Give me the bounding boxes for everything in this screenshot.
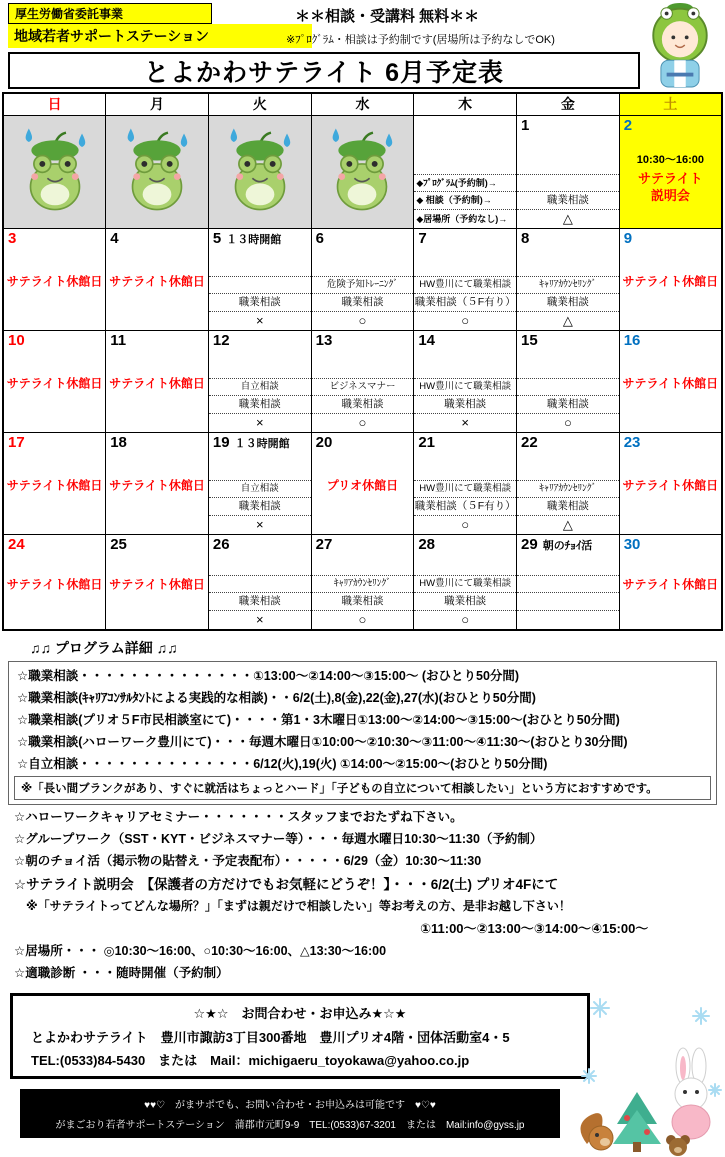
date-number: 4 [110, 229, 119, 247]
program-label: ｷｬﾘｱｶｳﾝｾﾘﾝｸﾞ [517, 480, 619, 497]
closed-day-label: サテライト休館日 [109, 478, 205, 493]
date-number: 30 [623, 535, 641, 553]
closed-day-label: サテライト休館日 [6, 376, 103, 391]
program-label: ｷｬﾘｱｶｳﾝｾﾘﾝｸﾞ [517, 276, 619, 293]
date-number: 7 [418, 229, 427, 247]
closed-day-label: プリオ休館日 [326, 478, 399, 493]
day-note: １３時開館 [234, 437, 290, 450]
attendance-mark: × [414, 413, 516, 432]
attendance-mark: ○ [414, 311, 516, 330]
day-cell-16 [619, 330, 722, 432]
day-note: １３時開館 [226, 233, 282, 246]
program-label [517, 174, 619, 191]
date-number: 5 [212, 229, 222, 247]
day-cell-9 [619, 228, 722, 330]
date-number: 22 [521, 433, 538, 451]
contact-heading: ☆★☆ お問合わせ・お申込み★☆★ [193, 1006, 407, 1021]
attendance-mark [517, 610, 619, 629]
day-cell-12 [208, 330, 311, 432]
rabbit-illustration [672, 1048, 710, 1139]
consult-label: 職業相談 [414, 592, 516, 610]
day-cell-24 [3, 534, 106, 630]
day-cell-5 [208, 228, 311, 330]
day-cell-22 [517, 432, 620, 534]
attendance-mark: × [209, 610, 311, 629]
date-number: 8 [521, 229, 530, 247]
date-number: 2 [623, 116, 633, 134]
date-number: 25 [110, 535, 127, 553]
consult-label: 職業相談 [312, 293, 414, 311]
seminar-time: 10:30～16:00 [636, 153, 704, 166]
day-cell-4 [106, 228, 209, 330]
program-label: 危険予知ﾄﾚｰﾆﾝｸﾞ [312, 276, 414, 293]
june-calendar [2, 92, 723, 631]
consult-label: 職業相談 [414, 395, 516, 413]
consult-label: 職業相談 [209, 592, 311, 610]
date-number: 16 [623, 331, 641, 349]
legend-program: ◆ﾌﾟﾛｸﾞﾗﾑ(予約制)→ [414, 174, 516, 191]
contact-box [10, 993, 590, 1079]
date-number: 21 [418, 433, 435, 451]
legend-cell [414, 115, 517, 228]
day-cell-26 [208, 534, 311, 630]
closed-day-label: サテライト休館日 [622, 478, 719, 493]
attendance-mark: △ [517, 209, 619, 228]
detail-note: ※「長い間ブランクがあり、すぐに就活はちょっとハード」「子どもの自立について相談したい」という方におすすめです。 [14, 776, 711, 800]
date-number: 11 [110, 331, 127, 349]
date-number: 20 [315, 433, 333, 451]
date-number: 18 [110, 433, 127, 451]
consult-label [517, 592, 619, 610]
day-cell-29 [517, 534, 620, 630]
contact-tel-mail: TEL:(0533)84-5430 または Mail：michigaeru_toyokawa@yahoo.co.jp [31, 1053, 470, 1068]
program-label [517, 575, 619, 592]
seminar-note: ※「サテライトってどんな場所？」「まずは親だけで相談したい」等お考えの方、是非お越し下さい！ [26, 899, 571, 913]
detail-line: ☆ハローワークキャリアセミナー・・・・・・・スタッフまでおたずね下さい。 [14, 810, 463, 824]
date-number: 14 [418, 331, 435, 349]
attendance-mark: ○ [312, 413, 414, 432]
dow-wednesday: 水 [311, 93, 414, 115]
program-label: HW豊川にて職業相談 [414, 480, 516, 497]
date-number: 15 [521, 331, 538, 349]
day-cell-1 [517, 115, 620, 228]
date-number: 12 [212, 331, 230, 349]
dow-thursday: 木 [414, 93, 517, 115]
page-header [0, 0, 725, 92]
day-cell-14 [414, 330, 517, 432]
gamagori-line1: ♥♥♡ がまサポでも、お問い合わせ・お申込みは可能です ♥♡♥ [144, 1100, 436, 1111]
station-label: 地域若者サポートステーション [8, 24, 312, 48]
frog-illustration [222, 125, 298, 213]
empty-day-cell [208, 115, 311, 228]
program-label: HW豊川にて職業相談 [414, 378, 516, 395]
day-cell-23 [619, 432, 722, 534]
program-details-section [8, 635, 717, 983]
details-box [8, 661, 717, 805]
program-label: ビジネスマナー [312, 378, 414, 395]
attendance-mark: △ [517, 311, 619, 330]
attendance-mark: △ [517, 515, 619, 534]
day-cell-18 [106, 432, 209, 534]
date-number: 23 [623, 433, 641, 451]
detail-line: ☆朝のチョイ活（掲示物の貼替え・予定表配布）・・・・・6/29（金）10:30～11:30 [14, 854, 482, 868]
day-cell-10 [3, 330, 106, 432]
date-number: 19 [212, 433, 230, 451]
consult-label: 職業相談（５F有り） [414, 293, 516, 311]
consult-label: 職業相談 [517, 191, 619, 209]
day-cell-8 [517, 228, 620, 330]
page-title: とよかわサテライト 6月予定表 [8, 52, 640, 89]
reserve-notice: ※ﾌﾟﾛｸﾞﾗﾑ・相談は予約制です(居場所は予約なしでOK) [286, 34, 555, 46]
attendance-mark: ○ [414, 610, 516, 629]
empty-day-cell [311, 115, 414, 228]
frog-illustration [324, 125, 400, 213]
attendance-mark: × [209, 515, 311, 534]
detail-line: ☆職業相談(ｷｬﾘｱｺﾝｻﾙﾀﾝﾄによる実践的な相談)・・6/2(土),8(金),22(金),27(水)(おひとり50分間) [17, 691, 536, 705]
consult-label: 職業相談 [517, 293, 619, 311]
day-cell-6 [311, 228, 414, 330]
day-cell-7 [414, 228, 517, 330]
closed-day-label: サテライト休館日 [622, 274, 719, 289]
date-number: 3 [8, 229, 17, 247]
squirrel-illustration [580, 1113, 613, 1150]
date-number: 17 [8, 433, 25, 451]
date-number: 13 [315, 331, 333, 349]
date-number: 26 [212, 535, 230, 553]
dow-sunday: 日 [3, 93, 106, 115]
program-label: HW豊川にて職業相談 [414, 276, 516, 293]
day-cell-28 [414, 534, 517, 630]
consult-label: 職業相談 [209, 293, 311, 311]
frog-boy-mascot [638, 0, 722, 90]
place-detail-line: ☆居場所・・・ ◎10:30～16:00、○10:30～16:00、△13:30～16:00 [14, 944, 387, 958]
detail-line: ☆職業相談・・・・・・・・・・・・・・①13:00～②14:00～③15:00～ (おひとり50分間) [17, 669, 520, 683]
attendance-mark: ○ [312, 610, 414, 629]
attendance-mark: × [209, 311, 311, 330]
attendance-mark: × [209, 413, 311, 432]
frog-illustration [119, 125, 195, 213]
closed-day-label: サテライト休館日 [622, 577, 719, 592]
frog-illustration [17, 125, 93, 213]
legend-consult: ◆ 相談（予約制)→ [414, 191, 516, 209]
day-cell-25 [106, 534, 209, 630]
date-number: 29 [521, 535, 538, 553]
bear-illustration [666, 1135, 690, 1156]
day-cell-27 [311, 534, 414, 630]
closed-day-label: サテライト休館日 [6, 478, 103, 493]
attendance-mark: ○ [312, 311, 414, 330]
dow-tuesday: 火 [208, 93, 311, 115]
closed-day-label: サテライト休館日 [109, 376, 205, 391]
date-number: 10 [8, 331, 25, 349]
consult-label: 職業相談 [312, 592, 414, 610]
date-number: 9 [623, 229, 633, 247]
closed-day-label: サテライト休館日 [6, 274, 103, 289]
attendance-mark: ○ [414, 515, 516, 534]
day-cell-11 [106, 330, 209, 432]
day-cell-13 [311, 330, 414, 432]
detail-line: ☆自立相談・・・・・・・・・・・・・・6/12(火),19(火) ①14:00～②15:00～(おひとり50分間) [17, 757, 548, 771]
detail-line: ☆職業相談(プリオ５F市民相談室にて)・・・・第1・3木曜日①13:00～②14:00～③15:00～(おひとり50分間) [17, 713, 620, 727]
detail-line: ☆職業相談(ハローワーク豊川にて)・・・毎週木曜日①10:00～②10:30～③11:00～④11:30～(おひとり30分間) [17, 735, 628, 749]
free-notice: ＊＊相談・受講料 無料＊＊ [295, 8, 480, 25]
program-label: 自立相談 [209, 378, 311, 395]
contact-address: とよかわサテライト 豊川市諏訪3丁目300番地 豊川プリオ4階・団体活動室4・5 [31, 1030, 510, 1045]
date-number: 24 [8, 535, 25, 553]
day-cell-2 [619, 115, 722, 228]
program-label: HW豊川にて職業相談 [414, 575, 516, 592]
gamagori-strip [20, 1089, 560, 1138]
day-cell-21 [414, 432, 517, 534]
consult-label: 職業相談 [517, 395, 619, 413]
details-heading: ♫♫ プログラム詳細 ♫♫ [30, 640, 178, 656]
winter-animals-illustration [575, 992, 725, 1157]
ministry-label: 厚生労働省委託事業 [8, 3, 212, 24]
program-label [209, 575, 311, 592]
day-cell-3 [3, 228, 106, 330]
aptitude-detail-line: ☆適職診断 ・・・随時開催（予約制） [14, 966, 229, 980]
detail-line: ☆グループワーク（SST・KYT・ビジネスマナー等）・・・毎週水曜日10:30～11:30（予約制） [14, 832, 543, 846]
dow-friday: 金 [517, 93, 620, 115]
program-label: 自立相談 [209, 480, 311, 497]
gamagori-line2: がまごおり若者サポートステーション 蒲郡市元町9-9 TEL:(0533)67-3201 または Mail:info@gyss.jp [55, 1120, 525, 1131]
date-number: 1 [521, 116, 530, 134]
consult-label: 職業相談（５F有り） [414, 497, 516, 515]
consult-label: 職業相談 [209, 497, 311, 515]
day-cell-20 [311, 432, 414, 534]
seminar-times: ①11:00～②13:00～③14:00～④15:00～ [420, 921, 649, 936]
program-label [209, 276, 311, 293]
consult-label: 職業相談 [209, 395, 311, 413]
closed-day-label: サテライト休館日 [622, 376, 719, 391]
tree-illustration [613, 1092, 661, 1152]
closed-day-label: サテライト休館日 [109, 577, 205, 592]
consult-label: 職業相談 [312, 395, 414, 413]
day-cell-17 [3, 432, 106, 534]
closed-day-label: サテライト休館日 [6, 577, 103, 592]
program-label [517, 378, 619, 395]
date-number: 6 [315, 229, 324, 247]
seminar-detail-line: ☆サテライト説明会 【保護者の方だけでもお気軽にどうぞ！】・・・6/2(土) プリオ4Fにて [14, 877, 559, 892]
date-number: 27 [315, 535, 333, 553]
dow-monday: 月 [106, 93, 209, 115]
empty-day-cell [3, 115, 106, 228]
attendance-mark: ○ [517, 413, 619, 432]
day-cell-19 [208, 432, 311, 534]
seminar-name: サテライト説明会 [638, 170, 703, 204]
empty-day-cell [106, 115, 209, 228]
date-number: 28 [418, 535, 435, 553]
closed-day-label: サテライト休館日 [109, 274, 205, 289]
dow-saturday: 土 [619, 93, 722, 115]
day-cell-30 [619, 534, 722, 630]
day-cell-15 [517, 330, 620, 432]
consult-label: 職業相談 [517, 497, 619, 515]
program-label: ｷｬﾘｱｶｳﾝｾﾘﾝｸﾞ [312, 575, 414, 592]
day-note: 朝のﾁｮｲ活 [542, 539, 593, 552]
legend-place: ◆居場所（予約なし)→ [414, 209, 516, 228]
